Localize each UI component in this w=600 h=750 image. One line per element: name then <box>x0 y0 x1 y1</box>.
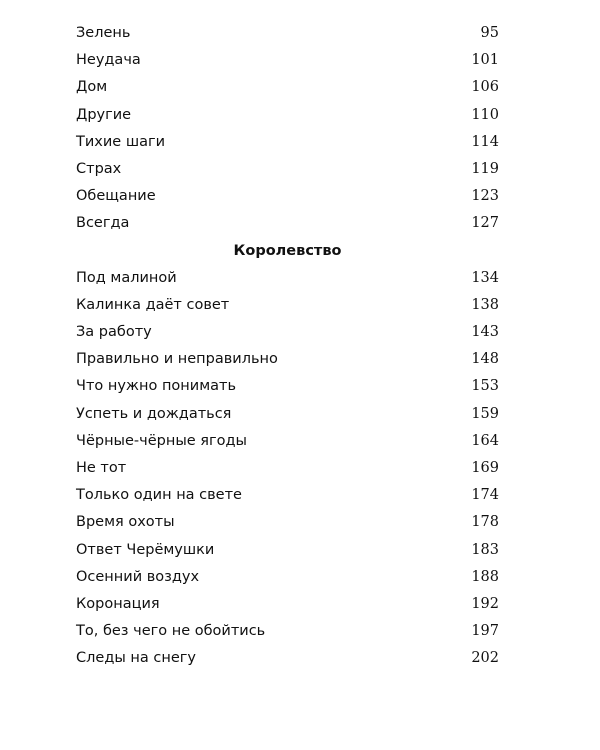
toc-entry <box>76 645 499 672</box>
toc-entry-page: 178 <box>471 514 499 531</box>
toc-entry <box>76 20 499 47</box>
toc-entry-title: Чёрные-чёрные ягоды <box>76 432 247 449</box>
toc-entry-page: 114 <box>471 133 499 150</box>
toc-entry <box>76 183 499 210</box>
toc-entry-title: То, без чего не обойтись <box>76 623 266 640</box>
toc-entry-title: Дом <box>76 79 108 96</box>
toc-entry-title: За работу <box>76 324 152 341</box>
toc-entry <box>76 455 499 482</box>
toc-entry-title: Следы на снегу <box>76 650 196 667</box>
toc-entry <box>76 74 499 101</box>
toc-entry-page: 123 <box>471 188 499 205</box>
toc-section-2 <box>76 265 499 673</box>
toc-entry-title: Тихие шаги <box>76 133 166 150</box>
toc-entry-title: Калинка даёт совет <box>76 296 230 313</box>
toc-entry <box>76 210 499 237</box>
toc-entry-page: 110 <box>471 106 499 123</box>
toc-entry-title: Успеть и дождаться <box>76 405 232 422</box>
toc-entry-page: 101 <box>471 52 499 69</box>
toc-entry <box>76 537 499 564</box>
toc-entry-page: 143 <box>471 324 499 341</box>
toc-entry-title: Коронация <box>76 595 160 612</box>
toc-entry-page: 192 <box>471 595 499 612</box>
toc-entry-page: 127 <box>471 215 499 232</box>
toc-entry-title: Обещание <box>76 188 156 205</box>
toc-section-1 <box>76 20 499 238</box>
toc-entry-page: 134 <box>471 269 499 286</box>
toc-entry-title: Неудача <box>76 52 141 69</box>
toc-entry <box>76 102 499 129</box>
toc-entry-title: Ответ Черёмушки <box>76 541 215 558</box>
toc-entry-page: 169 <box>471 460 499 476</box>
toc-entry-title: Под малиной <box>76 269 177 286</box>
toc-entry <box>76 482 499 509</box>
toc-entry-page: 197 <box>471 623 499 640</box>
toc-entry <box>76 156 499 183</box>
toc-entry-title: Другие <box>76 106 132 123</box>
toc-entry-title: Страх <box>76 160 122 177</box>
toc-entry-page: 174 <box>471 487 499 504</box>
toc-entry-title: Осенний воздух <box>76 568 200 585</box>
toc-entry-title: Всегда <box>76 215 130 232</box>
toc-entry-page: 148 <box>471 351 499 368</box>
toc-entry-page: 106 <box>471 79 499 96</box>
toc-entry <box>76 265 499 292</box>
toc-entry-title: Не тот <box>76 460 127 476</box>
toc-entry-page: 159 <box>471 405 499 422</box>
toc-entry-page: 138 <box>471 296 499 313</box>
toc-entry-title: Зелень <box>76 25 131 41</box>
toc-entry <box>76 618 499 645</box>
toc-entry-page: 153 <box>471 378 499 395</box>
toc-entry <box>76 564 499 591</box>
table-of-contents <box>76 20 499 673</box>
toc-entry-page: 164 <box>471 432 499 449</box>
toc-entry-page: 119 <box>471 160 499 177</box>
toc-entry-title: Время охоты <box>76 514 175 531</box>
toc-entry-page: 202 <box>471 650 499 667</box>
toc-entry <box>76 591 499 618</box>
toc-entry-title: Правильно и неправильно <box>76 351 278 368</box>
toc-entry-page: 188 <box>471 568 499 585</box>
toc-entry <box>76 319 499 346</box>
toc-entry-page: 183 <box>471 541 499 558</box>
toc-entry-page: 95 <box>480 25 499 41</box>
toc-entry <box>76 401 499 428</box>
toc-entry <box>76 129 499 156</box>
toc-entry <box>76 428 499 455</box>
toc-entry <box>76 373 499 400</box>
toc-entry <box>76 292 499 319</box>
section-heading: Королевство <box>233 242 342 259</box>
toc-entry-title: Что нужно понимать <box>76 378 237 395</box>
toc-entry-title: Только один на свете <box>76 487 242 504</box>
toc-entry <box>76 509 499 536</box>
toc-entry <box>76 47 499 74</box>
toc-entry <box>76 346 499 373</box>
